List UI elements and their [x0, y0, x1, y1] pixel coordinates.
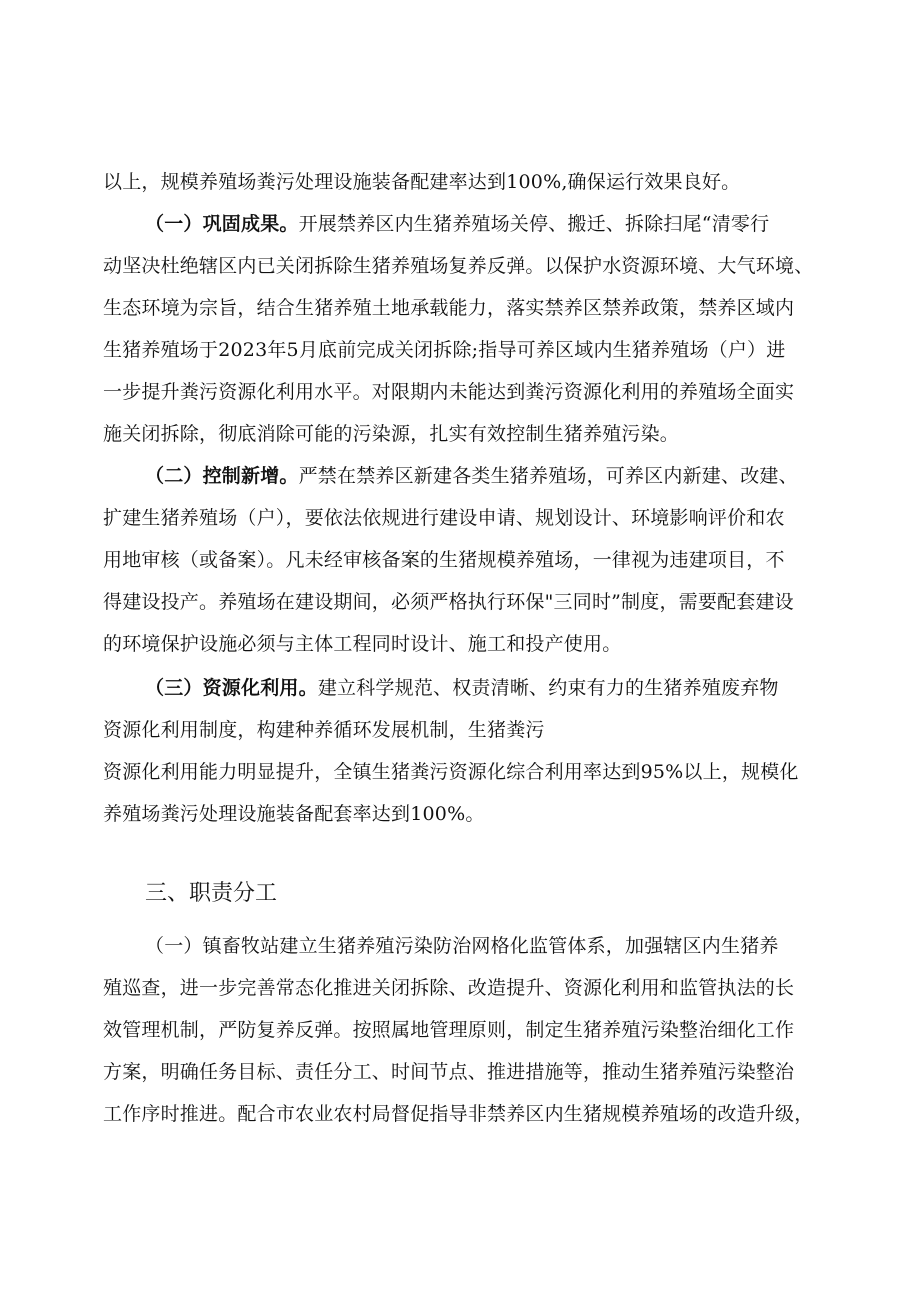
- section2-line5: 的环境保护设施必须与主体工程同时设计、施工和投产使用。: [103, 633, 622, 655]
- section1-line5: 一步提升粪污资源化利用水平。对限期内未能达到粪污资源化利用的养殖场全面实: [103, 381, 795, 403]
- section1-line3: 生态环境为宗旨，结合生猪养殖土地承载能力，落实禁养区禁养政策，禁养区域内: [103, 297, 795, 319]
- section2-line1-text: 严禁在禁养区新建各类生猪养殖场，可养区内新建、改建、: [298, 465, 798, 487]
- continuation-line: 以上，规模养殖场粪污处理设施装备配建率达到100%,确保运行效果良好。: [103, 171, 741, 193]
- section1-line4: 生猪养殖场于2023年5月底前完成关闭拆除;指导可养区域内生猪养殖场（户）进: [103, 339, 786, 361]
- section2-line3: 用地审核（或备案）。凡未经审核备案的生猪规模养殖场，一律视为违建项目，不: [103, 549, 785, 571]
- section1-line2: 动坚决杜绝辖区内已关闭拆除生猪养殖场复养反弹。以保护水资源环境、大气环境、: [103, 255, 814, 277]
- section3-line3: 资源化利用能力明显提升，全镇生猪粪污资源化综合利用率达到95%以上，规模化: [103, 761, 799, 783]
- section2-lead: （二）控制新增。: [145, 465, 299, 487]
- section-heading-duties: 三、职责分工: [145, 881, 278, 906]
- section2-line2: 扩建生猪养殖场（户），要依法依规进行建设申请、规划设计、环境影响评价和农: [103, 507, 785, 529]
- section2-line1: [145, 464, 798, 488]
- section3-line2: 资源化利用制度，构建种养循环发展机制，生猪粪污: [103, 719, 545, 741]
- section1-line1-text: 开展禁养区内生猪养殖场关停、搬迁、拆除扫尾“清零行: [298, 213, 770, 235]
- section1-line6: 施关闭拆除，彻底消除可能的污染源，扎实有效控制生猪养殖污染。: [103, 423, 680, 445]
- section1-lead: （一）巩固成果。: [145, 213, 299, 235]
- duties-line4: 方案，明确任务目标、责任分工、时间节点、推进措施等，推动生猪养殖污染整治: [103, 1061, 795, 1083]
- section2-line4: 得建设投产。养殖场在建设期间，必须严格执行环保"三同时”制度，需要配套建设: [103, 591, 794, 613]
- section3-line1-text: 建立科学规范、权责清晰、约束有力的生猪养殖废弃物: [317, 677, 779, 699]
- section3-lead: （三）资源化利用。: [145, 677, 318, 699]
- section1-line1: [145, 212, 769, 236]
- section3-line4: 养殖场粪污处理设施装备配套率达到100%。: [103, 803, 485, 825]
- duties-line5: 工作序时推进。配合市农业农村局督促指导非禁养区内生猪规模养殖场的改造升级，: [103, 1103, 814, 1125]
- duties-line3: 效管理机制，严防复养反弹。按照属地管理原则，制定生猪养殖污染整治细化工作: [103, 1019, 795, 1041]
- duties-line2: 殖巡查，进一步完善常态化推进关闭拆除、改造提升、资源化利用和监管执法的长: [103, 977, 795, 999]
- duties-line1: （一）镇畜牧站建立生猪养殖污染防治网格化监管体系，加强辖区内生猪养: [145, 935, 779, 957]
- section3-line1: [145, 676, 779, 700]
